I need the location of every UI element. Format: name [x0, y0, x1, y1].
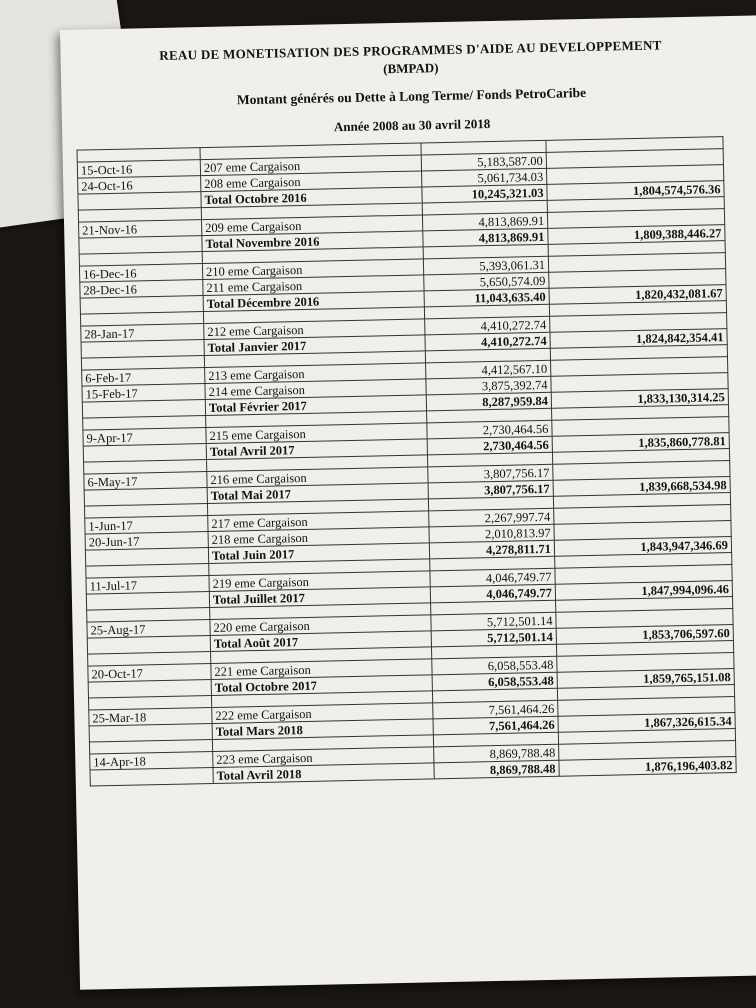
date-cell — [90, 767, 213, 786]
description-cell: Total Mai 2017 — [207, 483, 428, 504]
date-cell: 16-Dec-16 — [79, 264, 202, 283]
amount-cell: 5,712,501.14 — [431, 628, 556, 647]
doc-period: Année 2008 au 30 avril 2018 — [333, 116, 491, 135]
description-cell: 216 eme Cargaison — [207, 467, 428, 488]
description-cell: 219 eme Cargaison — [209, 571, 430, 592]
description-cell: 220 eme Cargaison — [210, 615, 431, 636]
description-cell: 214 eme Cargaison — [205, 379, 426, 400]
date-cell: 6-Feb-17 — [82, 368, 205, 387]
amount-cell: 4,813,869.91 — [423, 228, 548, 247]
description-cell: Total Octobre 2017 — [211, 675, 432, 696]
description-cell: 207 eme Cargaison — [200, 155, 421, 176]
amount-cell: 4,412,567.10 — [426, 360, 551, 379]
date-cell: 28-Dec-16 — [80, 280, 203, 299]
cumulative-cell: 1,876,196,403.82 — [559, 757, 736, 777]
date-cell: 15-Feb-17 — [82, 384, 205, 403]
amount-cell: 8,287,959.84 — [426, 392, 551, 411]
amount-cell: 3,807,756.17 — [428, 480, 553, 499]
description-cell: Total Avril 2017 — [206, 439, 427, 460]
amount-cell: 6,058,553.48 — [432, 656, 557, 675]
date-cell: 21-Nov-16 — [79, 220, 202, 239]
amount-cell: 4,046,749.77 — [430, 568, 555, 587]
amount-cell: 3,807,756.17 — [428, 464, 553, 483]
cumulative-cell: 1,820,432,081.67 — [549, 285, 726, 305]
cumulative-cell: 1,809,388,446.27 — [548, 225, 725, 245]
amount-cell: 4,410,272.74 — [425, 316, 550, 335]
description-cell: Total Avril 2018 — [213, 763, 434, 784]
description-cell: 209 eme Cargaison — [202, 215, 423, 236]
description-cell: Total Décembre 2016 — [203, 291, 424, 312]
description-cell: 211 eme Cargaison — [203, 275, 424, 296]
date-cell: 1-Jun-17 — [85, 516, 208, 535]
cumulative-cell: 1,853,706,597.60 — [556, 625, 733, 645]
description-cell: 221 eme Cargaison — [211, 659, 432, 680]
description-cell: 210 eme Cargaison — [202, 259, 423, 280]
description-cell: 213 eme Cargaison — [205, 363, 426, 384]
cumulative-cell: 1,859,765,151.08 — [557, 669, 734, 689]
amount-cell: 4,410,272.74 — [425, 332, 550, 351]
cumulative-cell: 1,804,574,576.36 — [547, 181, 724, 201]
cumulative-cell: 1,867,326,615.34 — [558, 713, 735, 733]
amount-cell: 3,875,392.74 — [426, 376, 551, 395]
amount-cell: 2,267,997.74 — [429, 508, 554, 527]
date-cell: 28-Jan-17 — [81, 324, 204, 343]
cumulative-cell: 1,839,668,534.98 — [553, 477, 730, 497]
org-acronym: (BMPAD) — [383, 60, 439, 77]
document-sheet — [60, 15, 756, 989]
description-cell: 212 eme Cargaison — [204, 319, 425, 340]
date-cell: 11-Jul-17 — [86, 576, 209, 595]
date-cell: 25-Mar-18 — [89, 707, 212, 726]
date-cell: 20-Jun-17 — [85, 532, 208, 551]
amount-cell: 4,813,869.91 — [422, 212, 547, 231]
description-cell: Total Février 2017 — [205, 395, 426, 416]
cumulative-cell: 1,835,860,778.81 — [552, 433, 729, 453]
amount-cell: 5,393,061.31 — [423, 256, 548, 275]
amount-cell: 11,043,635.40 — [424, 288, 549, 307]
amount-cell: 7,561,464.26 — [433, 700, 558, 719]
cumulative-cell: 1,843,947,346.69 — [554, 537, 731, 557]
amount-cell: 2,010,813.97 — [429, 524, 554, 543]
amount-cell: 6,058,553.48 — [432, 672, 557, 691]
date-cell: 24-Oct-16 — [78, 176, 201, 195]
description-cell: 223 eme Cargaison — [213, 747, 434, 768]
date-cell: 25-Aug-17 — [87, 619, 210, 638]
date-cell: 20-Oct-17 — [88, 663, 211, 682]
description-cell: 215 eme Cargaison — [206, 423, 427, 444]
description-cell: Total Juillet 2017 — [209, 587, 430, 608]
amount-cell: 5,183,587.00 — [421, 152, 546, 171]
amount-cell: 2,730,464.56 — [427, 436, 552, 455]
cumulative-cell: 1,824,842,354.41 — [550, 329, 727, 349]
date-cell: 9-Apr-17 — [83, 428, 206, 447]
amount-cell: 2,730,464.56 — [427, 420, 552, 439]
amount-cell: 5,650,574.09 — [424, 272, 549, 291]
amount-cell: 5,712,501.14 — [431, 612, 556, 631]
description-cell: 208 eme Cargaison — [201, 171, 422, 192]
description-cell: Total Juin 2017 — [208, 543, 429, 564]
amount-cell: 4,046,749.77 — [430, 584, 555, 603]
description-cell: Total Octobre 2016 — [201, 187, 422, 208]
cumulative-cell: 1,847,994,096.46 — [555, 581, 732, 601]
amount-cell: 8,869,788.48 — [434, 760, 559, 779]
cumulative-cell: 1,833,130,314.25 — [551, 389, 728, 409]
description-cell: 218 eme Cargaison — [208, 527, 429, 548]
description-cell: Total Août 2017 — [210, 631, 431, 652]
date-cell: 15-Oct-16 — [77, 160, 200, 179]
amount-cell: 5,061,734.03 — [422, 168, 547, 187]
org-title: REAU DE MONETISATION DES PROGRAMMES D'AIDE AU DEVELOPPEMENT — [159, 37, 662, 63]
description-cell: Total Mars 2018 — [212, 719, 433, 740]
date-cell: 14-Apr-18 — [90, 751, 213, 770]
description-cell: Total Janvier 2017 — [204, 335, 425, 356]
amount-cell: 7,561,464.26 — [433, 716, 558, 735]
amount-cell: 8,869,788.48 — [434, 744, 559, 763]
date-cell: 6-May-17 — [84, 472, 207, 491]
amount-cell: 4,278,811.71 — [429, 540, 554, 559]
description-cell: 222 eme Cargaison — [212, 703, 433, 724]
cargo-table — [77, 136, 737, 786]
doc-subtitle: Montant générés ou Dette à Long Terme/ Fonds PetroCaribe — [236, 84, 587, 108]
description-cell: 217 eme Cargaison — [208, 511, 429, 532]
description-cell: Total Novembre 2016 — [202, 231, 423, 252]
amount-cell: 10,245,321.03 — [422, 184, 547, 203]
